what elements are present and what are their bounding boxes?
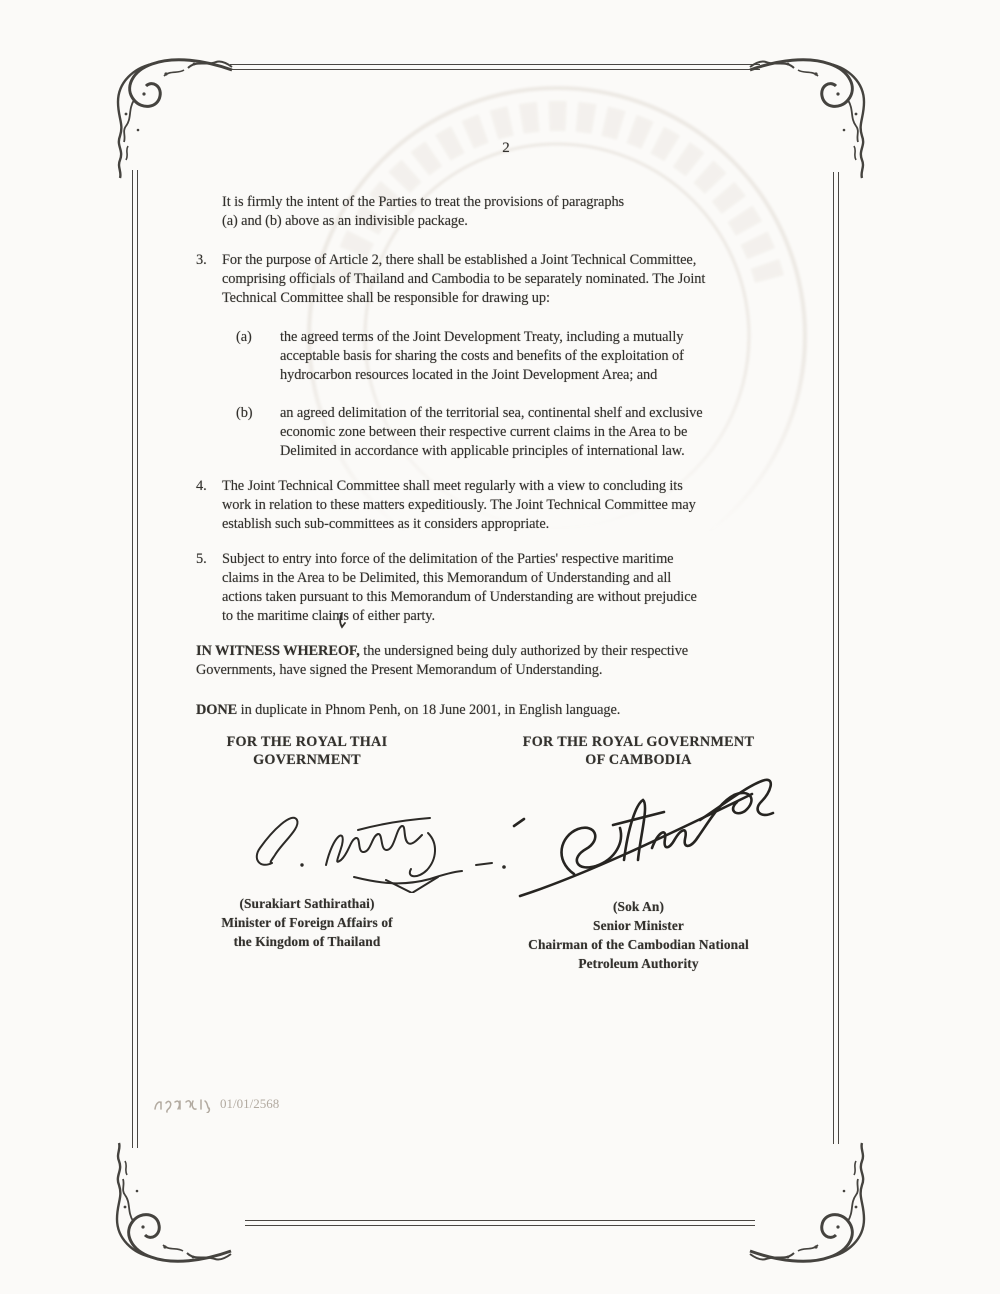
text-line: claims in the Area to be Delimited, this Memorandum of Understanding and all [222,570,672,586]
text-line: It is firmly the intent of the Parties to treat the provisions of paragraphs [222,194,625,210]
text-line: OF CAMBODIA [585,751,692,768]
subclause-label: (b) [236,405,253,421]
text-line: the agreed terms of the Joint Development Treaty, including a mutually [280,329,684,345]
intro-paragraph [222,193,624,231]
signature-sok-an [512,762,787,904]
text-line: Senior Minister [593,918,684,933]
text-line: GOVERNMENT [253,751,361,768]
done-lead: DONE [196,702,238,718]
text-line: to the maritime claims of either party. [222,608,435,624]
text-line: The Joint Technical Committee shall meet regularly with a view to concluding its [222,478,683,494]
expiry-date: 01/01/2568 [220,1096,280,1111]
text-line: FOR THE ROYAL GOVERNMENT [522,734,755,750]
page-number: 2 [502,140,510,156]
signature-surakiart-sathirathai [238,793,523,893]
signatory-name-cambodia [483,897,794,973]
done-paragraph: DONE in duplicate in Phnom Penh, on 18 June 2001, in English language. [196,702,621,718]
thai-word-glyphs [152,1095,214,1113]
witness-paragraph: IN WITNESS WHEREOF, the undersigned being duly authorized by their respective Governments, have signed the Present Memorandum of Understanding. [196,643,689,678]
text-line: Minister of Foreign Affairs of [221,915,393,930]
text-line: Petroleum Authority [578,956,699,971]
clause-number: 3. [196,252,207,268]
signatory-title [483,916,794,973]
text-line: FOR THE ROYAL THAI [226,734,388,750]
subclause-text [280,404,703,461]
witness-lead: IN WITNESS WHEREOF, [196,643,360,659]
text-line: Delimited in accordance with applicable principles of international law. [280,443,685,459]
text-line: actions taken pursuant to this Memorandum of Understanding are without prejudice [222,589,697,605]
text-line: work in relation to these matters expeditiously. The Joint Technical Committee may [222,497,696,513]
clause-3 [196,251,705,308]
clause-3b [236,404,703,461]
text-line: comprising officials of Thailand and Cambodia to be separately nominated. The Joint [222,271,706,287]
subclause-label: (a) [236,329,252,345]
text-line: establish such sub-committees as it considers appropriate. [222,516,550,532]
subclause-text [280,328,684,385]
text-line: the Kingdom of Thailand [233,934,381,949]
clause-5 [196,550,697,626]
signatory-name-thailand [192,894,422,951]
signatory-heading-thailand [197,734,417,769]
signatory-title [192,913,422,951]
expiry-stamp [152,1095,279,1113]
stray-pen-mark [336,612,348,630]
text-line: economic zone between their respective current claims in the Area to be [280,424,688,440]
text-line: Subject to entry into force of the delimitation of the Parties' respective maritime [222,551,674,567]
signatory-name: (Surakiart Sathirathai) [239,896,375,911]
clause-text [222,477,696,534]
clause-text [222,251,705,308]
clause-4 [196,477,696,534]
text-line: Chairman of the Cambodian National [528,937,749,952]
signatory-name: (Sok An) [612,899,665,914]
clause-number: 4. [196,478,207,494]
text-line: hydrocarbon resources located in the Joint Development Area; and [280,367,658,383]
clause-3a [236,328,684,385]
clause-number: 5. [196,551,207,567]
text-line: acceptable basis for sharing the costs and benefits of the exploitation of [280,348,684,364]
text-line: an agreed delimitation of the territorial sea, continental shelf and exclusive [280,405,703,421]
clause-text [222,550,697,626]
text-line: (a) and (b) above as an indivisible package. [222,213,468,229]
text-line: For the purpose of Article 2, there shall be established a Joint Technical Committee, [222,252,697,268]
text-line: Technical Committee shall be responsible for drawing up: [222,290,550,306]
